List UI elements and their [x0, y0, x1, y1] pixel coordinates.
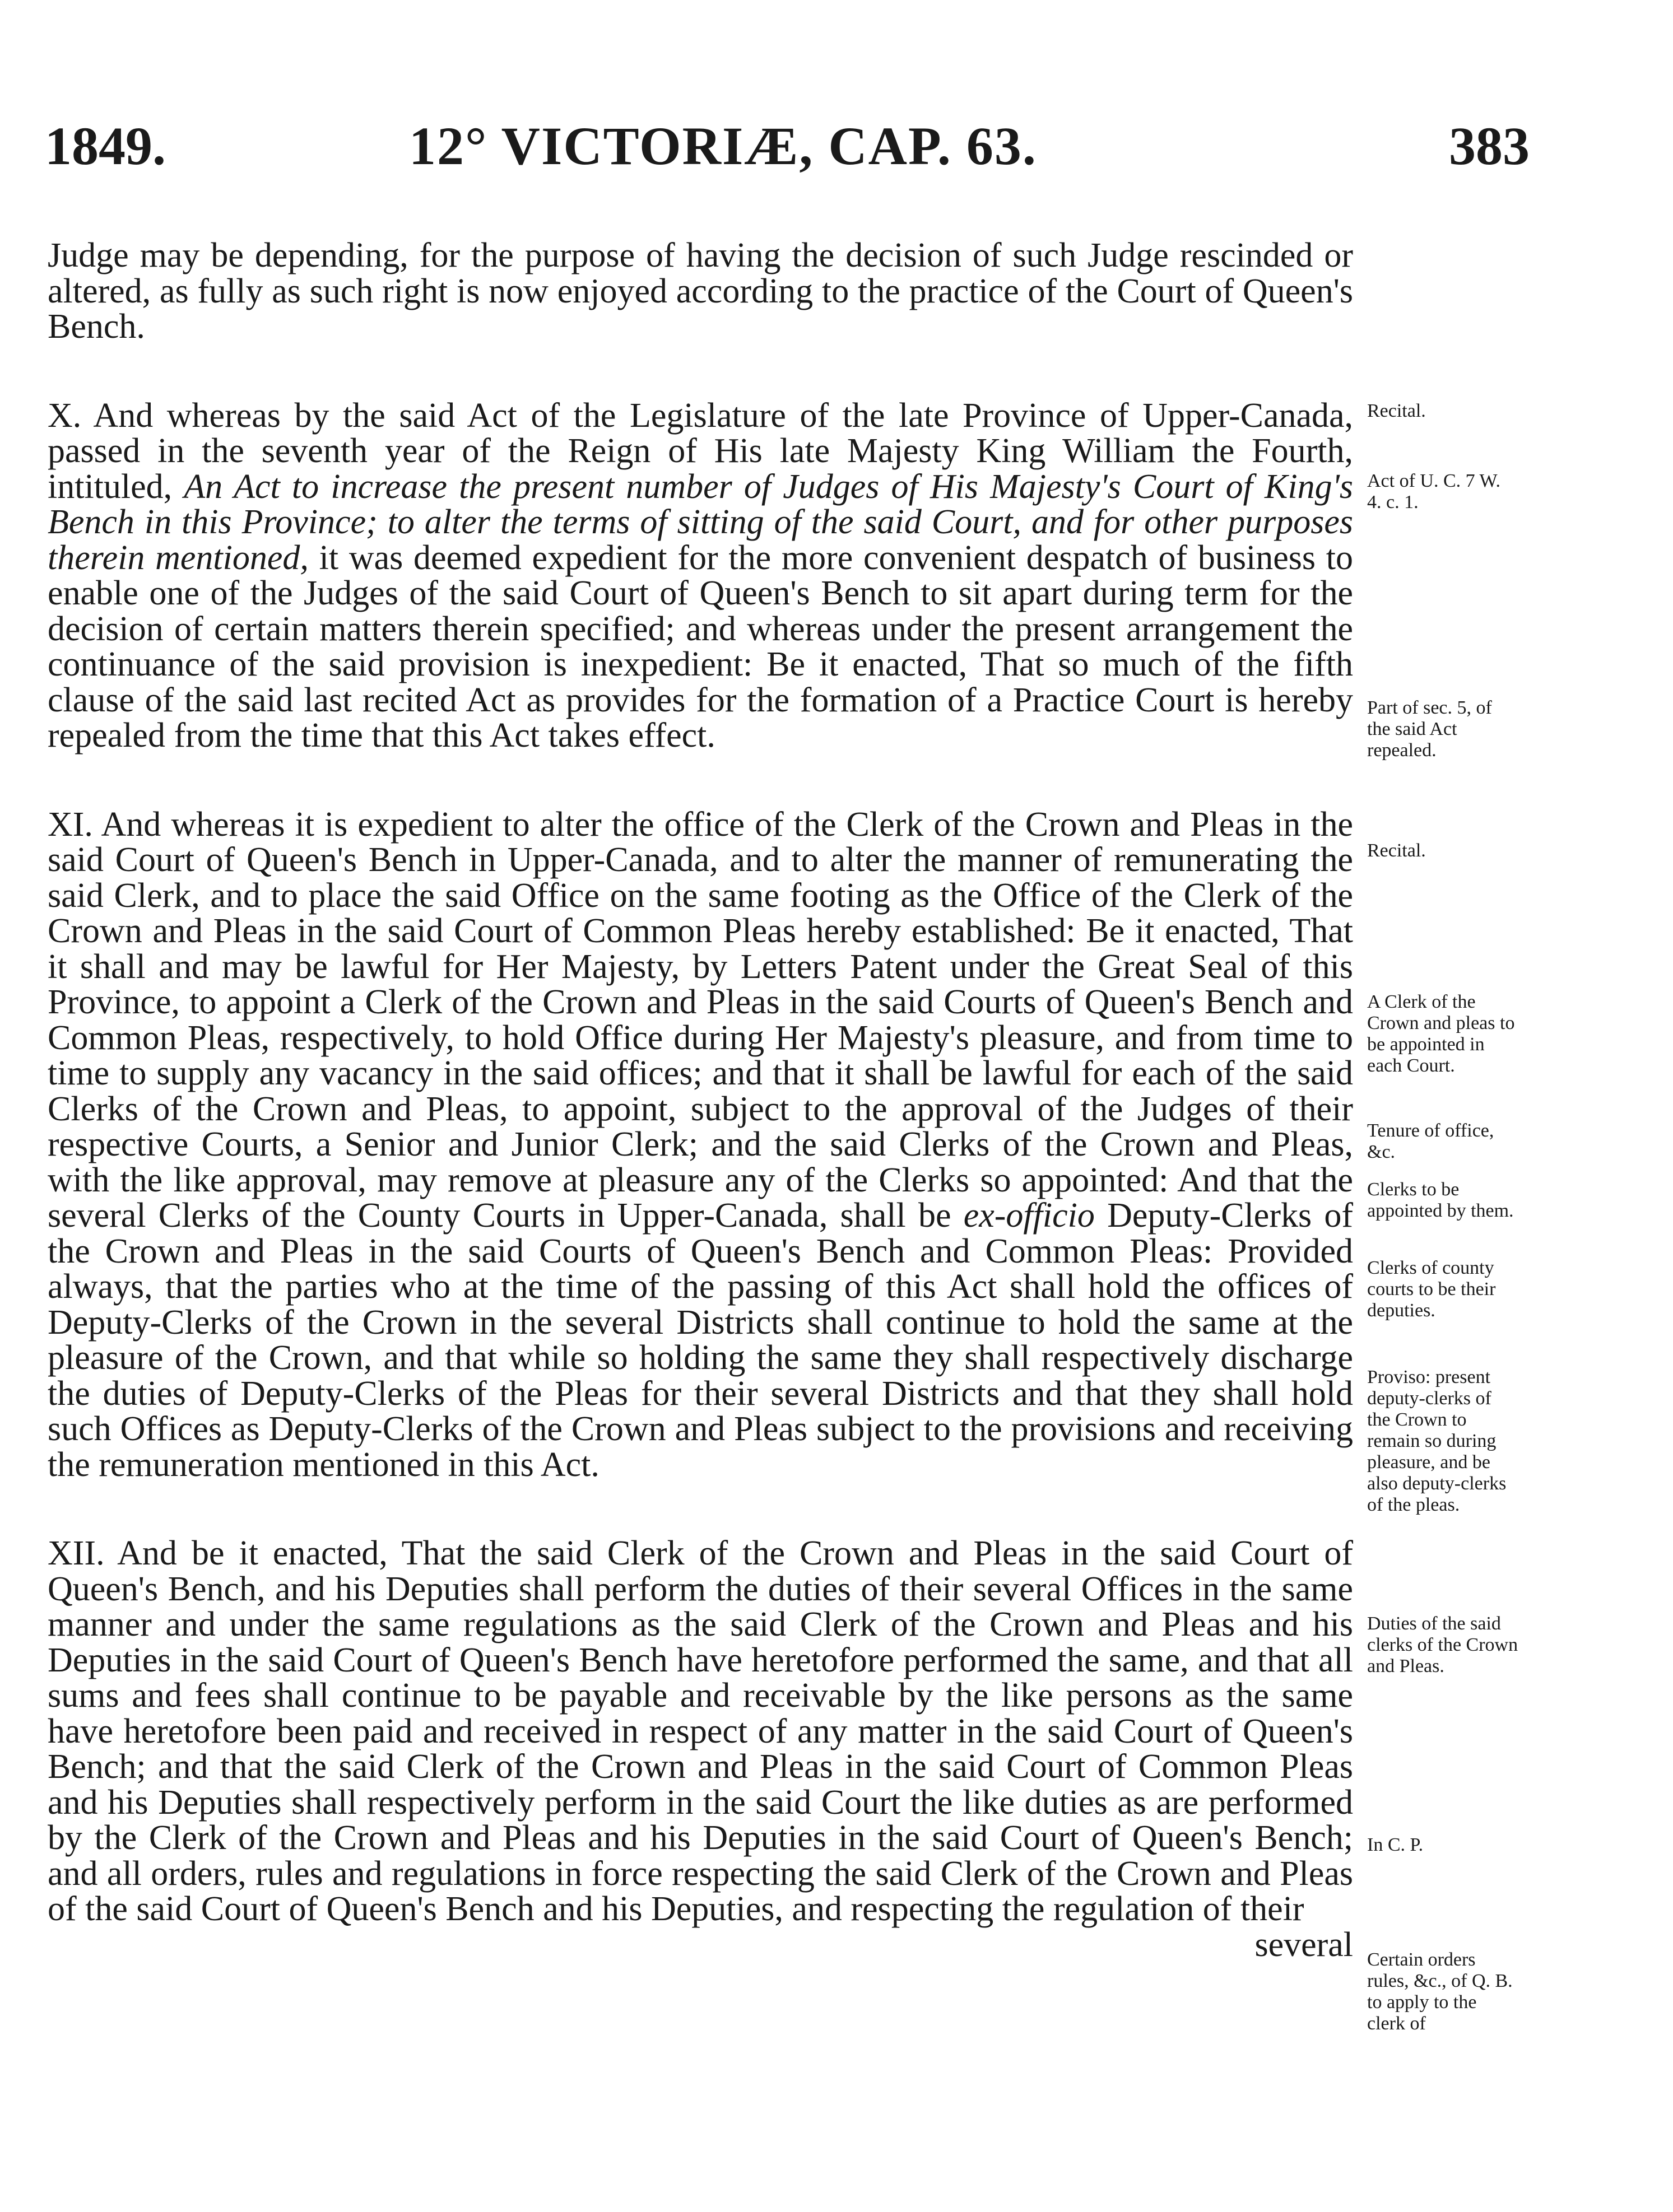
act-title-italic: An Act to increase the present number of Judges of His Majesty's Court of King's Bench in this Province; to alter the terms of sitting of the said Court, and for other purposes therein mentioned,: [48, 467, 1353, 577]
page-number: 383: [1449, 116, 1530, 176]
margin-note-recital: Recital.: [1367, 401, 1426, 421]
section-x-text-b: it was deemed expedient for the more convenient despatch of business to enable one of the Judges of the said Court of Queen's Bench to sit apart during term for the decision of certain matters therein specified; and whereas under the present arrangement the continuance of the said provision is inexpedient: Be it enacted, That so much of the fifth clause of the said last recited Act as provides for the formation of a Practice Court is hereby repealed from the time that this Act takes effect.: [48, 538, 1353, 755]
header-year: 1849.: [45, 116, 166, 176]
paragraph-section-x: [48, 398, 1353, 754]
page-header: [45, 115, 1530, 176]
section-x-text-a: X. And whereas by the said Act of the Legislature of the late Province of Upper-Canada, passed in the seventh year of the Reign of His late Majesty King William the Fourth, intituled,: [48, 396, 1353, 506]
section-xi-text-a: XI. And whereas it is expedient to alter the office of the Clerk of the Crown and Pleas in the said Court of Queen's Bench in Upper-Canada, and to alter the manner of remunerating the said Clerk, and to place the said Office on the same footing as the Office of the Clerk of the Crown and Pleas in the said Court of Common Pleas hereby established: Be it enacted, That it shall and may be lawful for Her Majesty, by Letters Patent under the Great Seal of this Province, to appoint a Clerk of the Crown and Pleas in the said Courts of Queen's Bench and Common Pleas, respectively, to hold Office during Her Majesty's pleasure, and from time to time to supply any vacancy in the said offices; and that it shall be lawful for each of the said Clerks of the Crown and Pleas, to appoint, subject to the approval of the Judges of their respective Courts, a Senior and Junior Clerk; and the said Clerks of the Crown and Pleas, with the like approval, may remove at pleasure any of the Clerks so appointed: And that the several Clerks of the County Courts in Upper-Canada, shall be: [48, 805, 1353, 1235]
paragraph-continuation: Judge may be depending, for the purpose of having the decision of such Judge rescinded or altered, as fully as such right is now enjoyed according to the practice of the Court of Queen's Bench.: [48, 236, 1353, 346]
section-xi-text-b: Deputy-Clerks of the Crown and Pleas in the said Courts of Queen's Bench and Common Pleas: Provided always, that the parties who at the time of the passing of this Act shall hold the offices of Deputy-Clerks of the Crown in the several Districts shall continue to hold the same at the pleasure of the Crown, and that while so holding the same they shall respectively discharge the duties of Deputy-Clerks of the Pleas for their several Districts and that they shall hold such Offices as Deputy-Clerks of the Crown and Pleas subject to the provisions and receiving the remuneration mentioned in this Act.: [48, 1196, 1353, 1484]
margin-note-county-clerks: Clerks of county courts to be their deputies.: [1367, 1258, 1496, 1321]
margin-note-clerk-appointed: A Clerk of the Crown and pleas to be appointed in each Court.: [1367, 991, 1515, 1076]
margin-note-duties: Duties of the said clerks of the Crown and Pleas.: [1367, 1613, 1518, 1677]
margin-note-act-reference: Act of U. C. 7 W. 4. c. 1.: [1367, 471, 1500, 513]
ex-officio-italic: ex-officio: [963, 1196, 1095, 1235]
margin-note-in-cp: In C. P.: [1367, 1834, 1424, 1855]
catchword: several: [1254, 1925, 1353, 1964]
header-title: 12° VICTORIÆ, CAP. 63.: [409, 116, 1037, 176]
paragraph-section-xi: [48, 807, 1353, 1483]
paragraph-section-xii: XII. And be it enacted, That the said Clerk of the Crown and Pleas in the said Court of Queen's Bench, and his Deputies shall perform the duties of their several Offices in the same manner and under the same regulations as the said Clerk of the Crown and Pleas and his Deputies in the said Court of Queen's Bench have heretofore performed the same, and that all sums and fees shall continue to be payable and receivable by the like persons as the same have heretofore been paid and received in respect of any matter in the said Court of Queen's Bench; and that the said Clerk of the Crown and Pleas in the said Court of Common Pleas and his Deputies shall respectively perform in the said Court the like duties as are performed by the Clerk of the Crown and Pleas and his Deputies in the said Court of Queen's Bench; and all orders, rules and regulations in force respecting the said Clerk of the Crown and Pleas of the said Court of Queen's Bench and his Deputies, and respecting the regulation of their: [48, 1534, 1353, 1928]
margin-note-part-repealed: Part of sec. 5, of the said Act repealed.: [1367, 697, 1492, 761]
margin-note-clerks-appointed: Clerks to be appointed by them.: [1367, 1179, 1514, 1221]
margin-note-recital-2: Recital.: [1367, 840, 1426, 861]
margin-note-proviso: Proviso: present deputy-clerks of the Crown to remain so during pleasure, and be also deputy-clerks of the pleas.: [1367, 1367, 1507, 1515]
margin-note-certain-orders: Certain orders rules, &c., of Q. B. to apply to the clerk of: [1367, 1949, 1513, 2034]
margin-note-tenure: Tenure of office, &c.: [1367, 1120, 1494, 1162]
main-text: [48, 238, 1353, 1963]
